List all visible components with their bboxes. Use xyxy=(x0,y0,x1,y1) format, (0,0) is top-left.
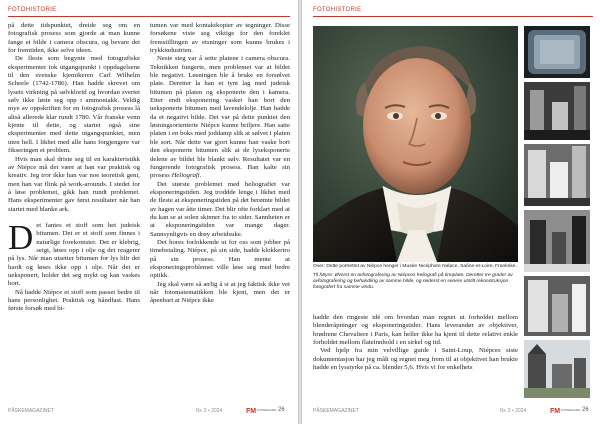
right-column-below xyxy=(313,314,518,372)
heliograph-plate xyxy=(524,26,590,78)
paragraph: hadde den ringeste idé om hvordan man regnet ut forholdet mellom blenderåpninger og eksponeringstider. Hans leverandør av objektiver, brødrene Chevaliere i Paris, kan heller ikke ha kjent til dette relativt enkle forholdet mellom flateinnhold i en sirkel og tid. xyxy=(313,314,518,347)
heliograph-plate-image xyxy=(524,26,590,78)
left-column-2 xyxy=(150,22,290,306)
fm-logo-text: FM xyxy=(246,408,257,415)
emphasis-text: Heliografi xyxy=(171,172,200,180)
page-number-left: 26 xyxy=(278,407,285,413)
paragraph: på dette tidspunktet, dreide seg om en fotografisk prosess som gjorde at man kunne fange et bilde i camera obscura, og bevare det for fremtiden, ikke selve ideen. xyxy=(8,22,140,55)
niepce-portrait-image xyxy=(313,26,518,262)
fm-logo-icon xyxy=(246,406,277,415)
paragraph-end: . xyxy=(199,172,202,180)
portrait-painting xyxy=(313,26,518,262)
paragraph-text: et fantes et stoff som het judeisk bitumen. Det er et stoff som finnes i naturlige forekomster. Det er klebrig, seigt, løses opp i olje og det reagerer på lys. Når man utsetter bitumen for lys blir det hardt og løses ikke opp i olje. Når det er ueksponert, holder det seg mykt og kan vaskes bort. xyxy=(8,221,140,288)
paragraph: Det hores forlokkende ut for oss som jobber på timebetaling. Niépce, på sin side, hadde klokkertro på sin prosess. Han mente at eksponeringsproblemet ville løse seg med bedre optikk. xyxy=(150,238,290,280)
window-view-reconstruction xyxy=(524,340,590,398)
drop-cap: D xyxy=(8,217,34,257)
fm-logo-text: FM xyxy=(550,408,561,415)
heliograph-processed-4 xyxy=(524,276,590,336)
left-page xyxy=(0,0,298,424)
paragraph: De fleste som begynte med fotografiske eksperimenter tok utgangspunkt i oppdagelsene til den svenske kjemikeren Carl Wilhelm Scheele (1742-1786). Han hadde skrevet om lysets virkning på sølvklorid og hvordan svertet sølv ikke løste seg opp i ammoniakk. Veldig mye av oppskriften for en fotografisk prosess lå altså allerede klar rundt 1780. Vår franske venn kjente til dette, og startet også sine eksperimenter med dette utgangspunktet, men uten hell. I likhet med alle hans forgjengere var fikseringen et problem. xyxy=(8,55,140,155)
paragraph: Det største problemet med heliografiet var eksponeringstiden. Jeg troddde lenge i likhet med de fleste at eksponeringstiden på det berømte bildet av hagen var åtte timer. Det blir ofte forklart med at du kan se at solen skinner fra to sider. Sannheten er at eksponeringstiden var mange dager. Sannsynligvis en drøy arbeidsuke. xyxy=(150,180,290,238)
window-view-reconstruction-image xyxy=(524,340,590,398)
paragraph: Nå hadde Niépce et stoff som passet bedre til hans personlighet. Praktisk og håndfast. Hans første forsøk med bi- xyxy=(8,288,140,313)
header-rule-left xyxy=(8,16,290,17)
header-rule-right xyxy=(313,16,593,17)
section-header-left: FOTOHISTORIE xyxy=(8,7,57,13)
heliograph-processed-4-image xyxy=(524,276,590,336)
paragraph-text: Neste steg var å sette platene i camera obscura. Teknikken fungerte, men problemet var at bildet ble negativt. Løsningen ble å bruke en forsølvet plate. Deretter la han et tynt lag med judeisk bitumen på platen og eksponerte den i kamera. Etter endt eksponering vasket han bort den ueksponerte bitumen med lavendelolje. Han hadde da et negativt bilde. Det var på dette punktet den løsningsorienterte Niépce kunne briljere. Han satte platen i en boks med joddamp slik at sølvet i platen ble sort. Når dette var gjort kunne han vaske bort den eksponerte bitumen slik at de lyseksponerte delene av bildet ble blankt sølv. Resultatet var en fungerende fotografisk prosess. Han kalte sin prosess xyxy=(150,55,290,180)
paragraph: Ved hjelp fra min velvillige guide i Saint-Loup, Niépces siste dokumentasjon har jeg målt og regnet meg frem til at objektivet han brukte hadde en lysstyrke på ca. blender 5,6. Hvis vi for enkelhets xyxy=(313,347,518,372)
heliograph-processed-3-image xyxy=(524,210,590,272)
paragraph xyxy=(150,55,290,180)
footer-magazine-name: PÅSKEMAGAZINET xyxy=(8,408,54,414)
heliograph-processed-2-image xyxy=(524,144,590,206)
fm-logo-icon xyxy=(550,406,581,415)
footer-magazine-name: PÅSKEMAGAZINET xyxy=(313,408,359,414)
footer-issue: Nr. 2 • 2024 xyxy=(196,408,223,414)
paragraph: Hvis man skal driste seg til en karakteristikk av Niépce må det være at han var praktisk og kreativ. Jeg tror ikke han var noe teoretisk geni, men han var flink på work-arounds. I stedet for å løse problemet, gikk han rundt problemet. Hans eksperimenter gav først resultater når han startet med blanke ark. xyxy=(8,155,140,213)
paragraph-dropcap xyxy=(8,217,140,289)
page-number-right: 26 xyxy=(582,407,589,413)
heliograph-processed-1-image xyxy=(524,82,590,140)
paragraph: Jeg skal være så ærlig å si at jeg faktisk ikke vet når fotomatematikken ble kjent, men det er åpenbart at Niépce ikke xyxy=(150,280,290,305)
right-page xyxy=(302,0,600,424)
heliograph-processed-3 xyxy=(524,210,590,272)
section-header-right: FOTOHISTORIE xyxy=(313,7,362,13)
fm-logo-subtext: FOTOMAGASIN xyxy=(561,409,581,412)
heliograph-processed-2 xyxy=(524,144,590,206)
caption-above: Over: Dette portrettet av Niépce henger i Musée Nicéphore Niépce, Saône-et-Loire, Frankrike. xyxy=(313,264,517,269)
portrait-caption xyxy=(313,264,518,291)
fm-logo-subtext: FOTOMAGASIN xyxy=(257,409,277,412)
left-column-1 xyxy=(8,22,140,314)
heliograph-processed-1 xyxy=(524,82,590,140)
caption-right: Til høyre: Øverst en avfotografering av Niépces heliografi på tinnplate. Deretter tre grader av avfotografering og behandling av samme bilde, og nederst en senere utstilt rekonstruksjon fotografert fra samme vindu. xyxy=(313,272,513,290)
paragraph: tumen var med kontaktkopier av tegninger. Disse forsøkene viste seg viktige for den foreklet fremstillingen av etsninger som kunne brukes i trykkindustrien. xyxy=(150,22,290,55)
footer-issue: Nr. 2 • 2024 xyxy=(500,408,527,414)
